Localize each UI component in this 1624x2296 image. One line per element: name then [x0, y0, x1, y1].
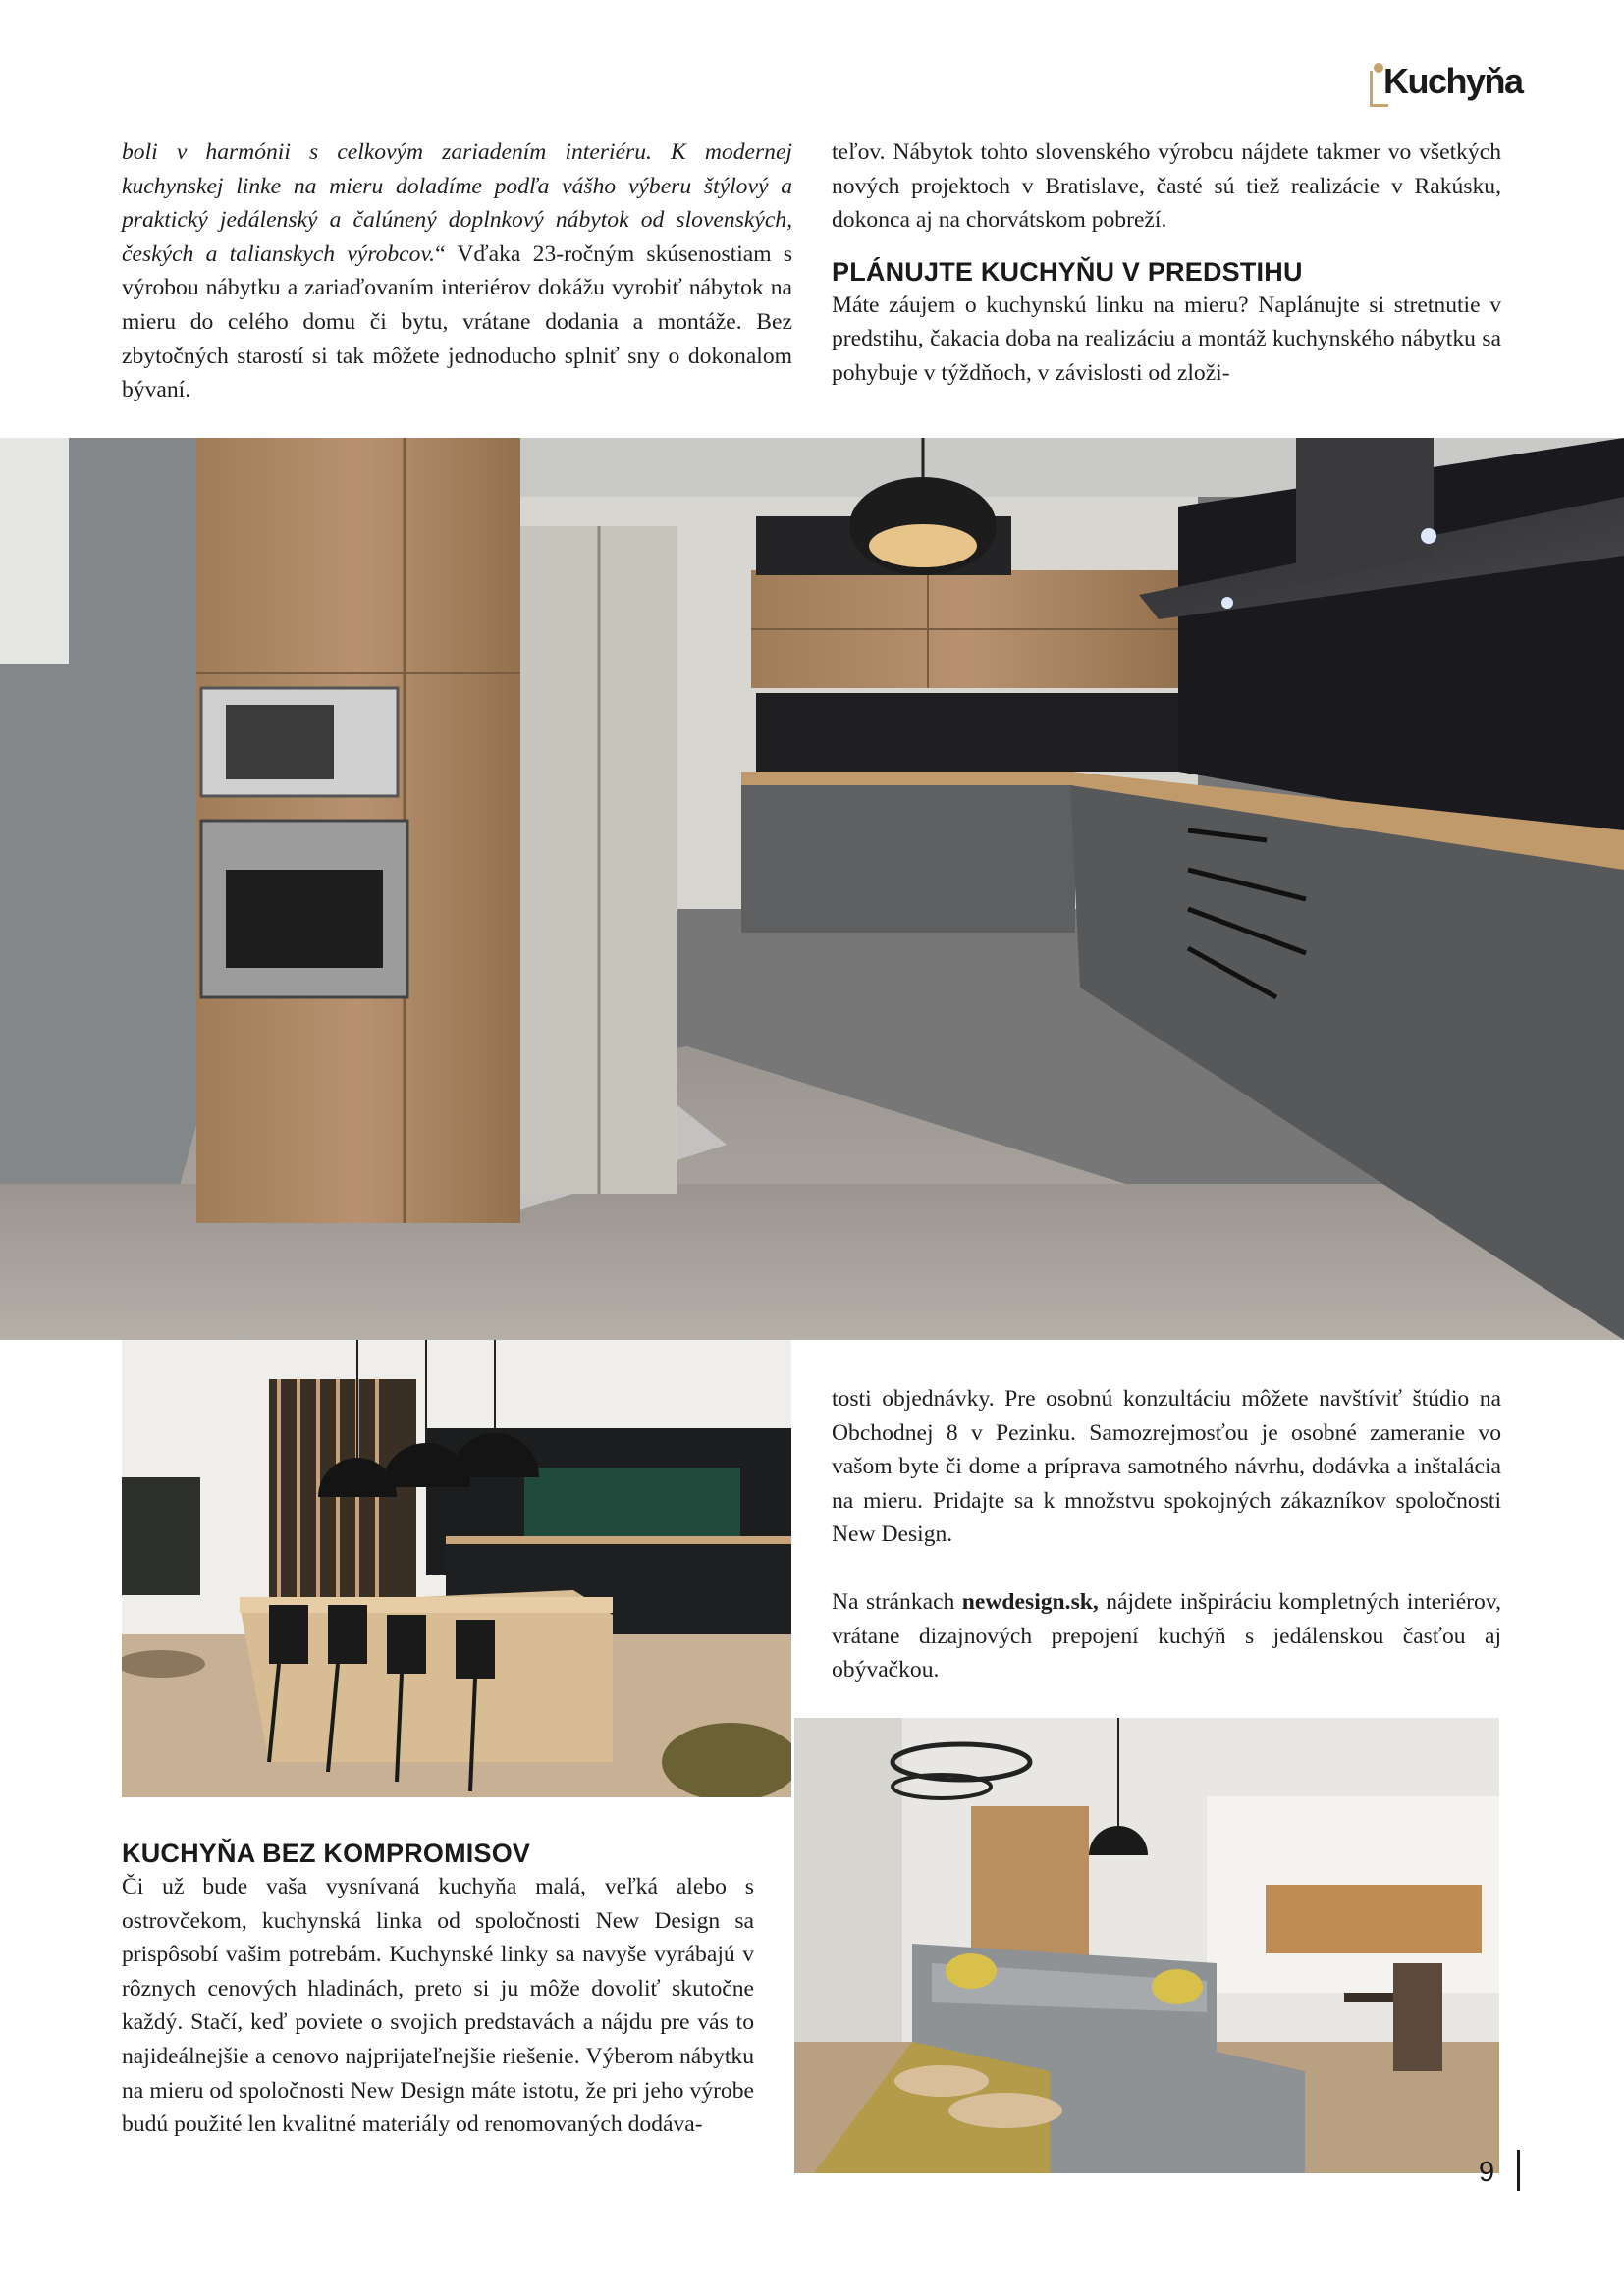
paragraph-no-compromise: Či už bude vaša vysnívaná kuchyňa malá, veľká alebo s ostrovčekom, kuchynská linka od spoločnosti New Design sa prispôsobí vašim potrebám. Kuchynské linky sa navyše vyrábajú v rôznych cenových hladinách, preto si ju môže dovoliť skutočne každý. Stačí, keď poviete o svojich predstavách a nájdu pre vás to najideálnejšie a cenovo najprijateľnejšie riešenie. Výberom nábytku na mieru od spoločnosti New Design máte istotu, že pri jeho výrobe budú použité len kvalitné materiály od renomovaných dodáva- — [122, 1874, 754, 2138]
living-room-photo — [794, 1718, 1499, 2173]
left-column-bottom — [122, 1837, 754, 2142]
kitchen-photo-main — [0, 438, 1624, 1340]
paragraph-plan-ahead: Máte záujem o kuchynskú linku na mieru? Naplánujte si stretnutie v predstihu, čakacia doba na realizáciu a montáž kuchynského nábytku sa pohybuje v týždňoch, v závislosti od zloži- — [832, 292, 1501, 386]
website-prefix: Na stránkach — [832, 1588, 962, 1615]
magazine-logo — [1370, 57, 1523, 106]
page-number-divider — [1517, 2150, 1520, 2191]
logo-dot-icon — [1374, 63, 1383, 73]
website-suffix: nájdete inšpiráciu kompletných interiérov, vrátane dizajnových prepojení kuchýň s jedálenskou časťou aj obývačkou. — [832, 1588, 1501, 1683]
heading-no-compromise: KUCHYŇA BEZ KOMPROMISOV — [122, 1839, 531, 1868]
heading-plan-ahead: PLÁNUJTE KUCHYŇU V PREDSTIHU — [832, 256, 1303, 287]
logo-text: Kuchyňa — [1383, 61, 1523, 101]
page-number: 9 — [1479, 2157, 1495, 2188]
left-column-top — [122, 135, 792, 407]
paragraph-intro — [122, 135, 792, 407]
kitchen-photo-island — [122, 1340, 791, 1797]
intro-text: “ Vďaka 23-ročným skúsenostiam s výrobou nábytku a zariaďovaním interiérov dokážu vyrobiť nábytok na mieru do celého domu či bytu, vrátane dodania a montáže. Bez zbytočných starostí si tak môžete jednoducho splniť sny o dokonalom bývaní. — [122, 240, 793, 403]
paragraph-website — [832, 1585, 1501, 1687]
paragraph-consultation: tosti objednávky. Pre osobnú konzultáciu môžete navštíviť štúdio na Obchodnej 8 v Pezinku. Samozrejmosťou je osobné zameranie vo vašom byte či dome a príprava samotného návrhu, dodávka a inštalácia na mieru. Pridajte sa k množstvu spokojných zákazníkov spoločnosti New Design. — [832, 1386, 1501, 1548]
right-column-top — [832, 135, 1501, 391]
paragraph-manufacturer: teľov. Nábytok tohto slovenského výrobcu nájdete takmer vo všetkých nových projektoch v Bratislave, časté sú tiež realizácie v Rakúsku, dokonca aj na chorvátskom pobreží. — [832, 139, 1501, 234]
quote-text: boli v harmónii s celkovým zariadením interiéru. K modernej kuchynskej linke na mieru doladíme podľa vášho výberu štýlový a praktický jedálenský a čalúnený doplnkový nábytok od slovenských, českých a talianskych výrobcov. — [122, 139, 792, 267]
website-link[interactable]: newdesign.sk, — [961, 1588, 1099, 1615]
right-column-middle — [832, 1382, 1501, 1687]
